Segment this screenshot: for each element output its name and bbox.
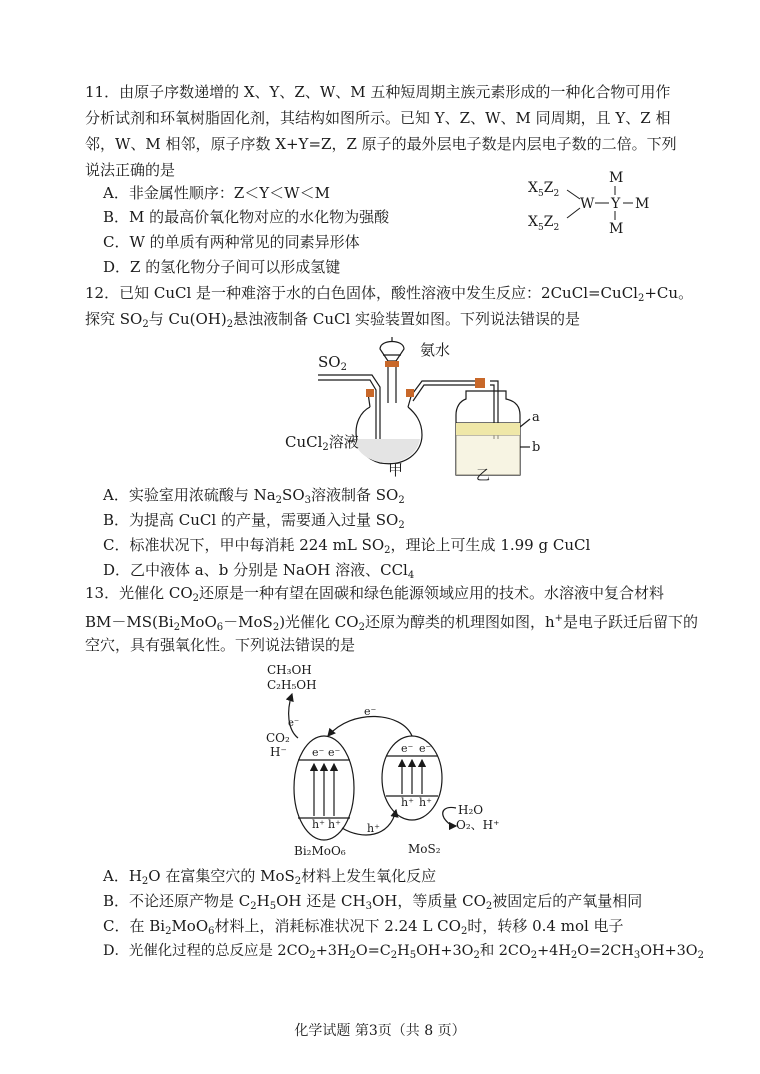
h-minus-label: H⁻ (270, 745, 287, 759)
struct-group-top: $X_5Z_2$ (528, 180, 560, 199)
svg-text:h⁺: h⁺ (312, 818, 325, 831)
ch3oh-label: CH₃OH (267, 663, 312, 677)
mos2-label: MoS₂ (408, 842, 441, 856)
c2h5oh-label: C₂H₅OH (267, 678, 317, 692)
e-minus-top: e⁻ (364, 705, 377, 718)
e-minus-left: e⁻ (288, 718, 300, 729)
q11-option-c: C．W 的单质有两种常见的同素异形体 (103, 233, 360, 251)
svg-text:e⁻: e⁻ (328, 746, 341, 759)
oxidation-arrow (443, 807, 456, 826)
bi2moo6-label: Bi₂MoO₆ (294, 844, 346, 858)
svg-text:h⁺: h⁺ (419, 796, 432, 809)
outlet-tube (410, 381, 480, 397)
svg-text:e⁻: e⁻ (401, 742, 414, 755)
h-plus-transfer: h⁺ (367, 822, 380, 835)
q11-line-1: 11．由原子序数递增的 X、Y、Z、W、M 五种短周期主族元素形成的一种化合物可用作 (85, 83, 671, 101)
q13-line-2: $BM-MS(Bi_2MoO_6-MoS_2)$光催化 $CO_2$还原为醇类的机理图如图，h+是电子跃迁后留下的 (85, 613, 699, 633)
jia-label: 甲 (388, 461, 404, 479)
q13-option-a: A．$H_2O$ 在富集空穴的 MoS$_2$材料上发生氧化反应 (103, 867, 437, 887)
q13-option-d: D．光催化过程的总反应是 $2CO_2+3H_2O=C_2H_5OH+3O_2$和 $2CO_2+4H_2O=2CH_3OH+3O_2$ (103, 943, 704, 961)
q11-option-b: B．M 的最高价氧化物对应的水化物为强酸 (103, 208, 390, 226)
center-neck (388, 365, 396, 403)
q12-option-d: D．乙中液体 a、b 分别是 NaOH 溶液、CCl$_4$ (103, 561, 415, 581)
reduction-arrow (289, 694, 298, 738)
q11-line-2: 分析试剂和环氧树脂固化剂，其结构如图所示。已知 Y、Z、W、M 同周期，且 Y、Z 相 (85, 109, 671, 127)
flask-solution (354, 439, 420, 463)
cucl2-solution-label: CuCl$_2$溶液 (285, 433, 359, 453)
b-label: b (532, 440, 540, 455)
q11-option-d: D．Z 的氢化物分子间可以形成氢键 (103, 258, 341, 276)
q11-option-a: A．非金属性顺序：Z＜Y＜W＜M (103, 184, 330, 202)
struct-atom-y: Y (611, 196, 621, 212)
struct-atom-w: W (580, 196, 595, 212)
q12-option-c: C．标准状况下，甲中每消耗 224 mL $SO_2$，理论上可生成 1.99 g CuCl (103, 536, 591, 556)
q11-line-3: 邻，W、M 相邻，原子序数 X+Y=Z，Z 原子的最外层电子数是内层电子数的二倍。下列 (85, 135, 677, 153)
q13-option-c: C．在 $Bi_2MoO_6$材料上，消耗标准状况下 2.24 L $CO_2$时，转移 0.4 mol 电子 (103, 917, 624, 937)
q13-line-1: 13．光催化 $CO_2$还原是一种有望在固碳和绿色能源领域应用的技术。水溶液中复合材料 (85, 584, 665, 604)
svg-text:e⁻: e⁻ (312, 746, 325, 759)
page-footer: 化学试题 第3页（共 8 页） (294, 1023, 466, 1039)
struct-atom-m-right: M (635, 196, 650, 212)
yi-label: 乙 (476, 468, 490, 484)
struct-atom-m-top: M (609, 170, 624, 186)
svg-text:h⁺: h⁺ (328, 818, 341, 831)
liquid-a (456, 423, 520, 435)
q13-option-b: B．不论还原产物是 $C_2H_5OH$ 还是 $CH_3OH$，等质量 $CO_2$被固定后的产氧量相同 (103, 892, 643, 912)
o2-h-label: O₂、H⁺ (456, 818, 500, 832)
svg-text:e⁻: e⁻ (419, 742, 432, 755)
q12-line-2: 探究 $SO_2$与 $Cu(OH)_2$悬浊液制备 CuCl 实验装置如图。下列说法错误的是 (85, 310, 581, 330)
so2-label: $SO_2$ (318, 353, 347, 373)
bond-bottom-w (567, 208, 580, 218)
co2-label: CO₂ (266, 731, 290, 745)
a-label: a (532, 410, 540, 425)
q11-line-4: 说法正确的是 (85, 161, 176, 179)
tube-connector (475, 378, 485, 388)
ammonia-label: 氨水 (420, 341, 451, 359)
q12-apparatus-diagram (280, 335, 540, 485)
q12-option-b: B．为提高 CuCl 的产量，需要通入过量 $SO_2$ (103, 511, 405, 531)
dropping-funnel (380, 342, 404, 362)
q13-line-3: 空穴，具有强氧化性。下列说法错误的是 (85, 636, 356, 654)
struct-group-bottom: $X_5Z_2$ (528, 214, 560, 233)
pointer-a (520, 419, 530, 427)
q12-line-1: 12．已知 CuCl 是一种难溶于水的白色固体，酸性溶液中发生反应：2CuCl=CuCl$_2$+Cu。 (85, 284, 694, 304)
electron-transfer-arrow (328, 716, 412, 736)
svg-text:h⁺: h⁺ (401, 796, 414, 809)
bond-top-w (567, 190, 580, 199)
struct-atom-m-bottom: M (609, 221, 624, 237)
q11-structure-diagram (525, 168, 665, 240)
q13-mechanism-diagram (262, 660, 522, 860)
h2o-label: H₂O (458, 803, 484, 817)
q12-option-a: A．实验室用浓硫酸与 $Na_2SO_3$溶液制备 $SO_2$ (103, 486, 405, 506)
